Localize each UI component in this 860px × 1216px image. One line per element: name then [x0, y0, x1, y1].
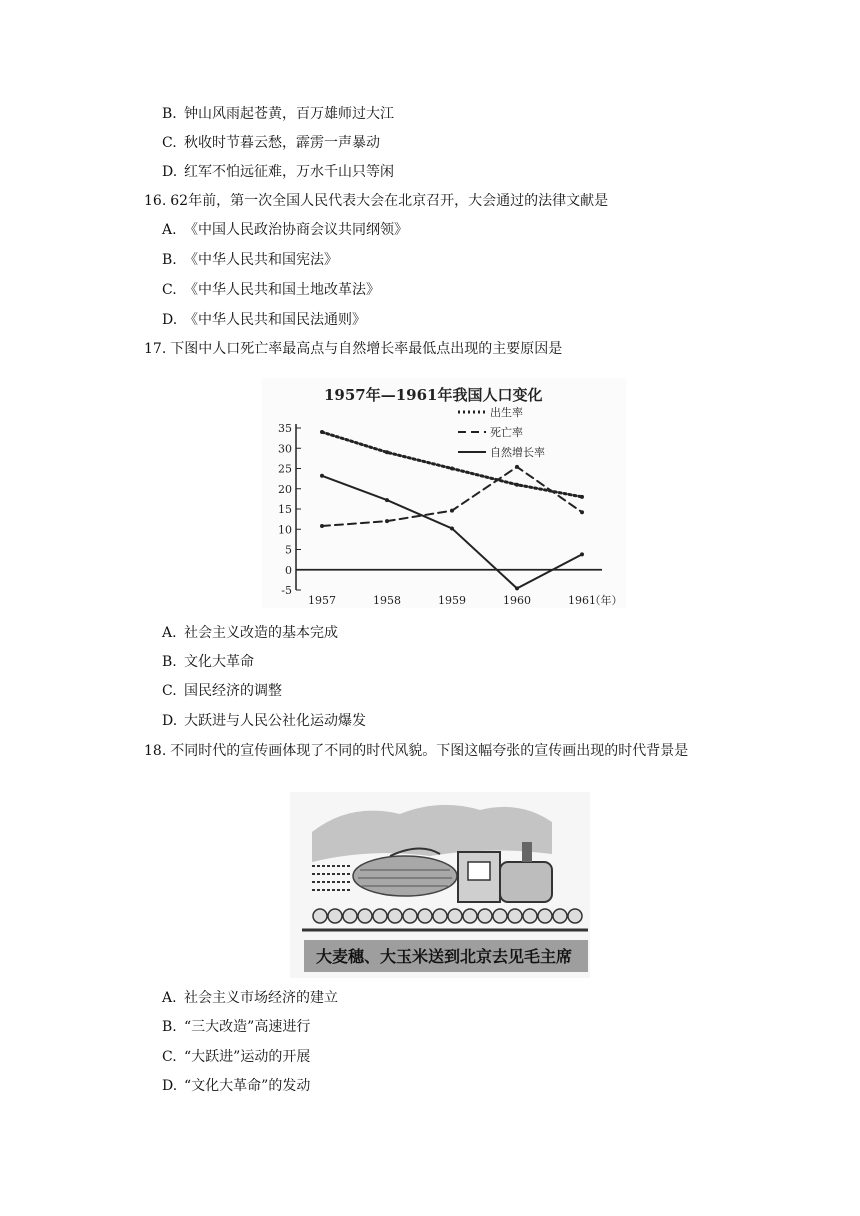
series-point	[515, 586, 519, 590]
series-point	[320, 474, 324, 478]
x-tick-label: 1959	[438, 594, 466, 607]
series-point	[450, 467, 454, 471]
x-tick-label: 1958	[373, 594, 401, 607]
x-axis-unit: （年）	[589, 594, 623, 607]
wheel-icon	[463, 909, 477, 923]
wheel-icon	[493, 909, 507, 923]
population-chart	[262, 378, 626, 608]
wheel-icon	[478, 909, 492, 923]
q15-option-b: B. 钟山风雨起苍黄，百万雄师过大江	[162, 106, 394, 122]
series-point	[450, 526, 454, 530]
series-point	[385, 519, 389, 523]
y-tick-label: 35	[278, 422, 292, 435]
chart-title: 1957年—1961年我国人口变化	[324, 386, 543, 404]
wheel-icon	[523, 909, 537, 923]
series-point	[580, 552, 584, 556]
y-tick-label: 15	[278, 503, 292, 516]
wheel-icon	[568, 909, 582, 923]
legend-label: 出生率	[490, 406, 523, 419]
wheel-icon	[313, 909, 327, 923]
series-point	[320, 524, 324, 528]
x-tick-label: 1957	[308, 594, 336, 607]
y-tick-label: 10	[278, 523, 292, 537]
y-tick-label: -5	[281, 584, 292, 597]
q16-option-d: D. 《中华人民共和国民法通则》	[162, 312, 366, 328]
wheel-icon	[553, 909, 567, 923]
y-tick-label: 20	[278, 482, 292, 496]
legend-label: 自然增长率	[490, 446, 545, 459]
y-tick-label: 25	[278, 462, 292, 476]
wheel-icon	[373, 909, 387, 923]
q16-stem: 16. 62年前，第一次全国人民代表大会在北京召开，大会通过的法律文献是	[144, 193, 609, 209]
y-tick-label: 5	[285, 543, 292, 557]
q18-option-a: A. 社会主义市场经济的建立	[162, 990, 338, 1006]
q17-option-d: D. 大跃进与人民公社化运动爆发	[162, 713, 366, 729]
wheel-icon	[358, 909, 372, 923]
series-point	[385, 498, 389, 502]
wheel-icon	[403, 909, 417, 923]
series-point	[580, 495, 584, 499]
q18-option-d: D. “文化大革命”的发动	[162, 1078, 311, 1094]
q16-option-c: C. 《中华人民共和国土地改革法》	[162, 282, 380, 298]
series-point	[385, 450, 389, 454]
x-tick-label: 1960	[503, 594, 531, 607]
wheel-icon	[448, 909, 462, 923]
wheel-icon	[418, 909, 432, 923]
legend-label: 死亡率	[490, 426, 523, 439]
series-point	[450, 509, 454, 513]
q16-option-a: A. 《中国人民政治协商会议共同纲领》	[162, 222, 408, 238]
series-point	[515, 465, 519, 469]
wheel-icon	[538, 909, 552, 923]
q17-option-c: C. 国民经济的调整	[162, 683, 282, 699]
series-point	[320, 430, 324, 434]
wheel-icon	[343, 909, 357, 923]
wheel-icon	[508, 909, 522, 923]
wheel-icon	[433, 909, 447, 923]
q16-option-b: B. 《中华人民共和国宪法》	[162, 252, 338, 268]
q15-option-c: C. 秋收时节暮云愁，霹雳一声暴动	[162, 135, 380, 151]
x-tick-label: 1961	[568, 594, 596, 607]
propaganda-poster	[290, 792, 590, 978]
q17-option-a: A. 社会主义改造的基本完成	[162, 625, 338, 641]
q18-option-b: B. “三大改造”高速进行	[162, 1019, 311, 1035]
y-tick-label: 30	[278, 442, 292, 456]
q18-stem: 18. 不同时代的宣传画体现了不同的时代风貌。下图这幅夸张的宣传画出现的时代背景是	[144, 743, 689, 759]
q17-option-b: B. 文化大革命	[162, 654, 254, 670]
y-tick-label: 0	[285, 563, 292, 577]
wheel-icon	[328, 909, 342, 923]
q15-option-d: D. 红军不怕远征难，万水千山只等闲	[162, 164, 394, 180]
q17-stem: 17. 下图中人口死亡率最高点与自然增长率最低点出现的主要原因是	[144, 341, 563, 357]
wheel-icon	[388, 909, 402, 923]
q18-option-c: C. “大跃进”运动的开展	[162, 1049, 311, 1065]
series-point	[580, 510, 584, 514]
poster-caption: 大麦穗、大玉米送到北京去见毛主席	[316, 947, 573, 966]
series-point	[515, 483, 519, 487]
chart-background	[262, 378, 626, 608]
